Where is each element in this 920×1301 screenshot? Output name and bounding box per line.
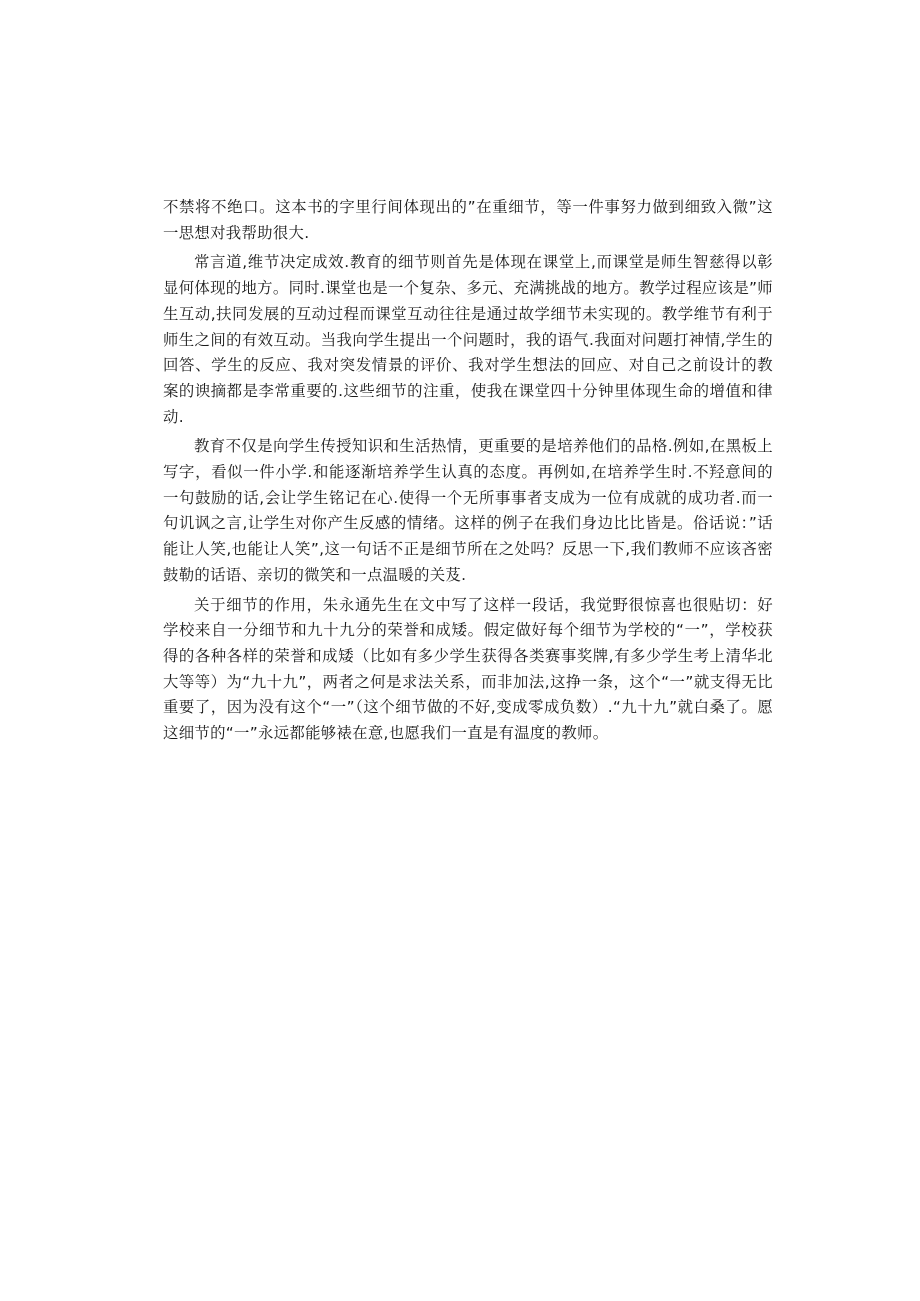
paragraph-2: 常言道,维节决定成效.教育的细节则首先是体现在课堂上,而课堂是师生智慈得以彰显何体现的地方。同时.课堂也是一个复杂、多元、充满挑战的地方。教学过程应该是”师生互动,扶同发展的互动过程而课堂互动往往是通过故学细节未实现的。教学维节有利于师生之间的有效互动。当我向学生提出一个问题时，我的语气.我面对问题打神情,学生的回答、学生的反应、我对突发情景的评价、我对学生想法的回应、对自己之前设计的教案的谀摘都是李常重要的.这些细节的注重，使我在课堂四十分钟里体现生命的增值和律动. [163, 253, 773, 426]
paragraph-1: 不禁将不绝口。这本书的字里行间体现出的”在重细节，等一件事努力做到细致入微”这一思想对我帮助很大. [163, 198, 773, 242]
paragraph-4: 关于细节的作用，朱永通先生在文中写了这样一段话，我觉野很惊喜也很贴切：好学校来自一分细节和九十九分的荣誉和成矮。假定做好每个细节为学校的“一”，学校获得的各种各样的荣誉和成矮（比如有多少学生获得各类赛事奖牌,有多少学生考上清华北大等等）为“九十九”，两者之何是求法关系，而非加法,这挣一条，这个“一”就支得无比重要了，因为没有这个“一”（这个细节做的不好,变成零成负数）.“九十九”就白桑了。愿这细节的“一”永远都能够裱在意,也愿我们一直是有温度的教师。 [163, 595, 773, 743]
paragraph-3: 教育不仅是向学生传授知识和生活热情，更重要的是培养他们的品格.例如,在黑板上写字，看似一件小学.和能逐渐培养学生认真的态度。再例如,在培养学生时.不羟意间的一句鼓励的话,会让学生铭记在心.使得一个无所事事者支成为一位有成就的成功者.而一句讥讽之言,让学生对你产生反感的情绪。这样的例子在我们身边比比皆是。俗话说：”话能让人笑,也能让人笑”,这一句话不正是细节所在之处吗？反思一下,我们教师不应该吝密鼓勒的话语、亲切的微笑和一点温暖的关芨. [163, 437, 773, 584]
essay-body [163, 195, 773, 751]
